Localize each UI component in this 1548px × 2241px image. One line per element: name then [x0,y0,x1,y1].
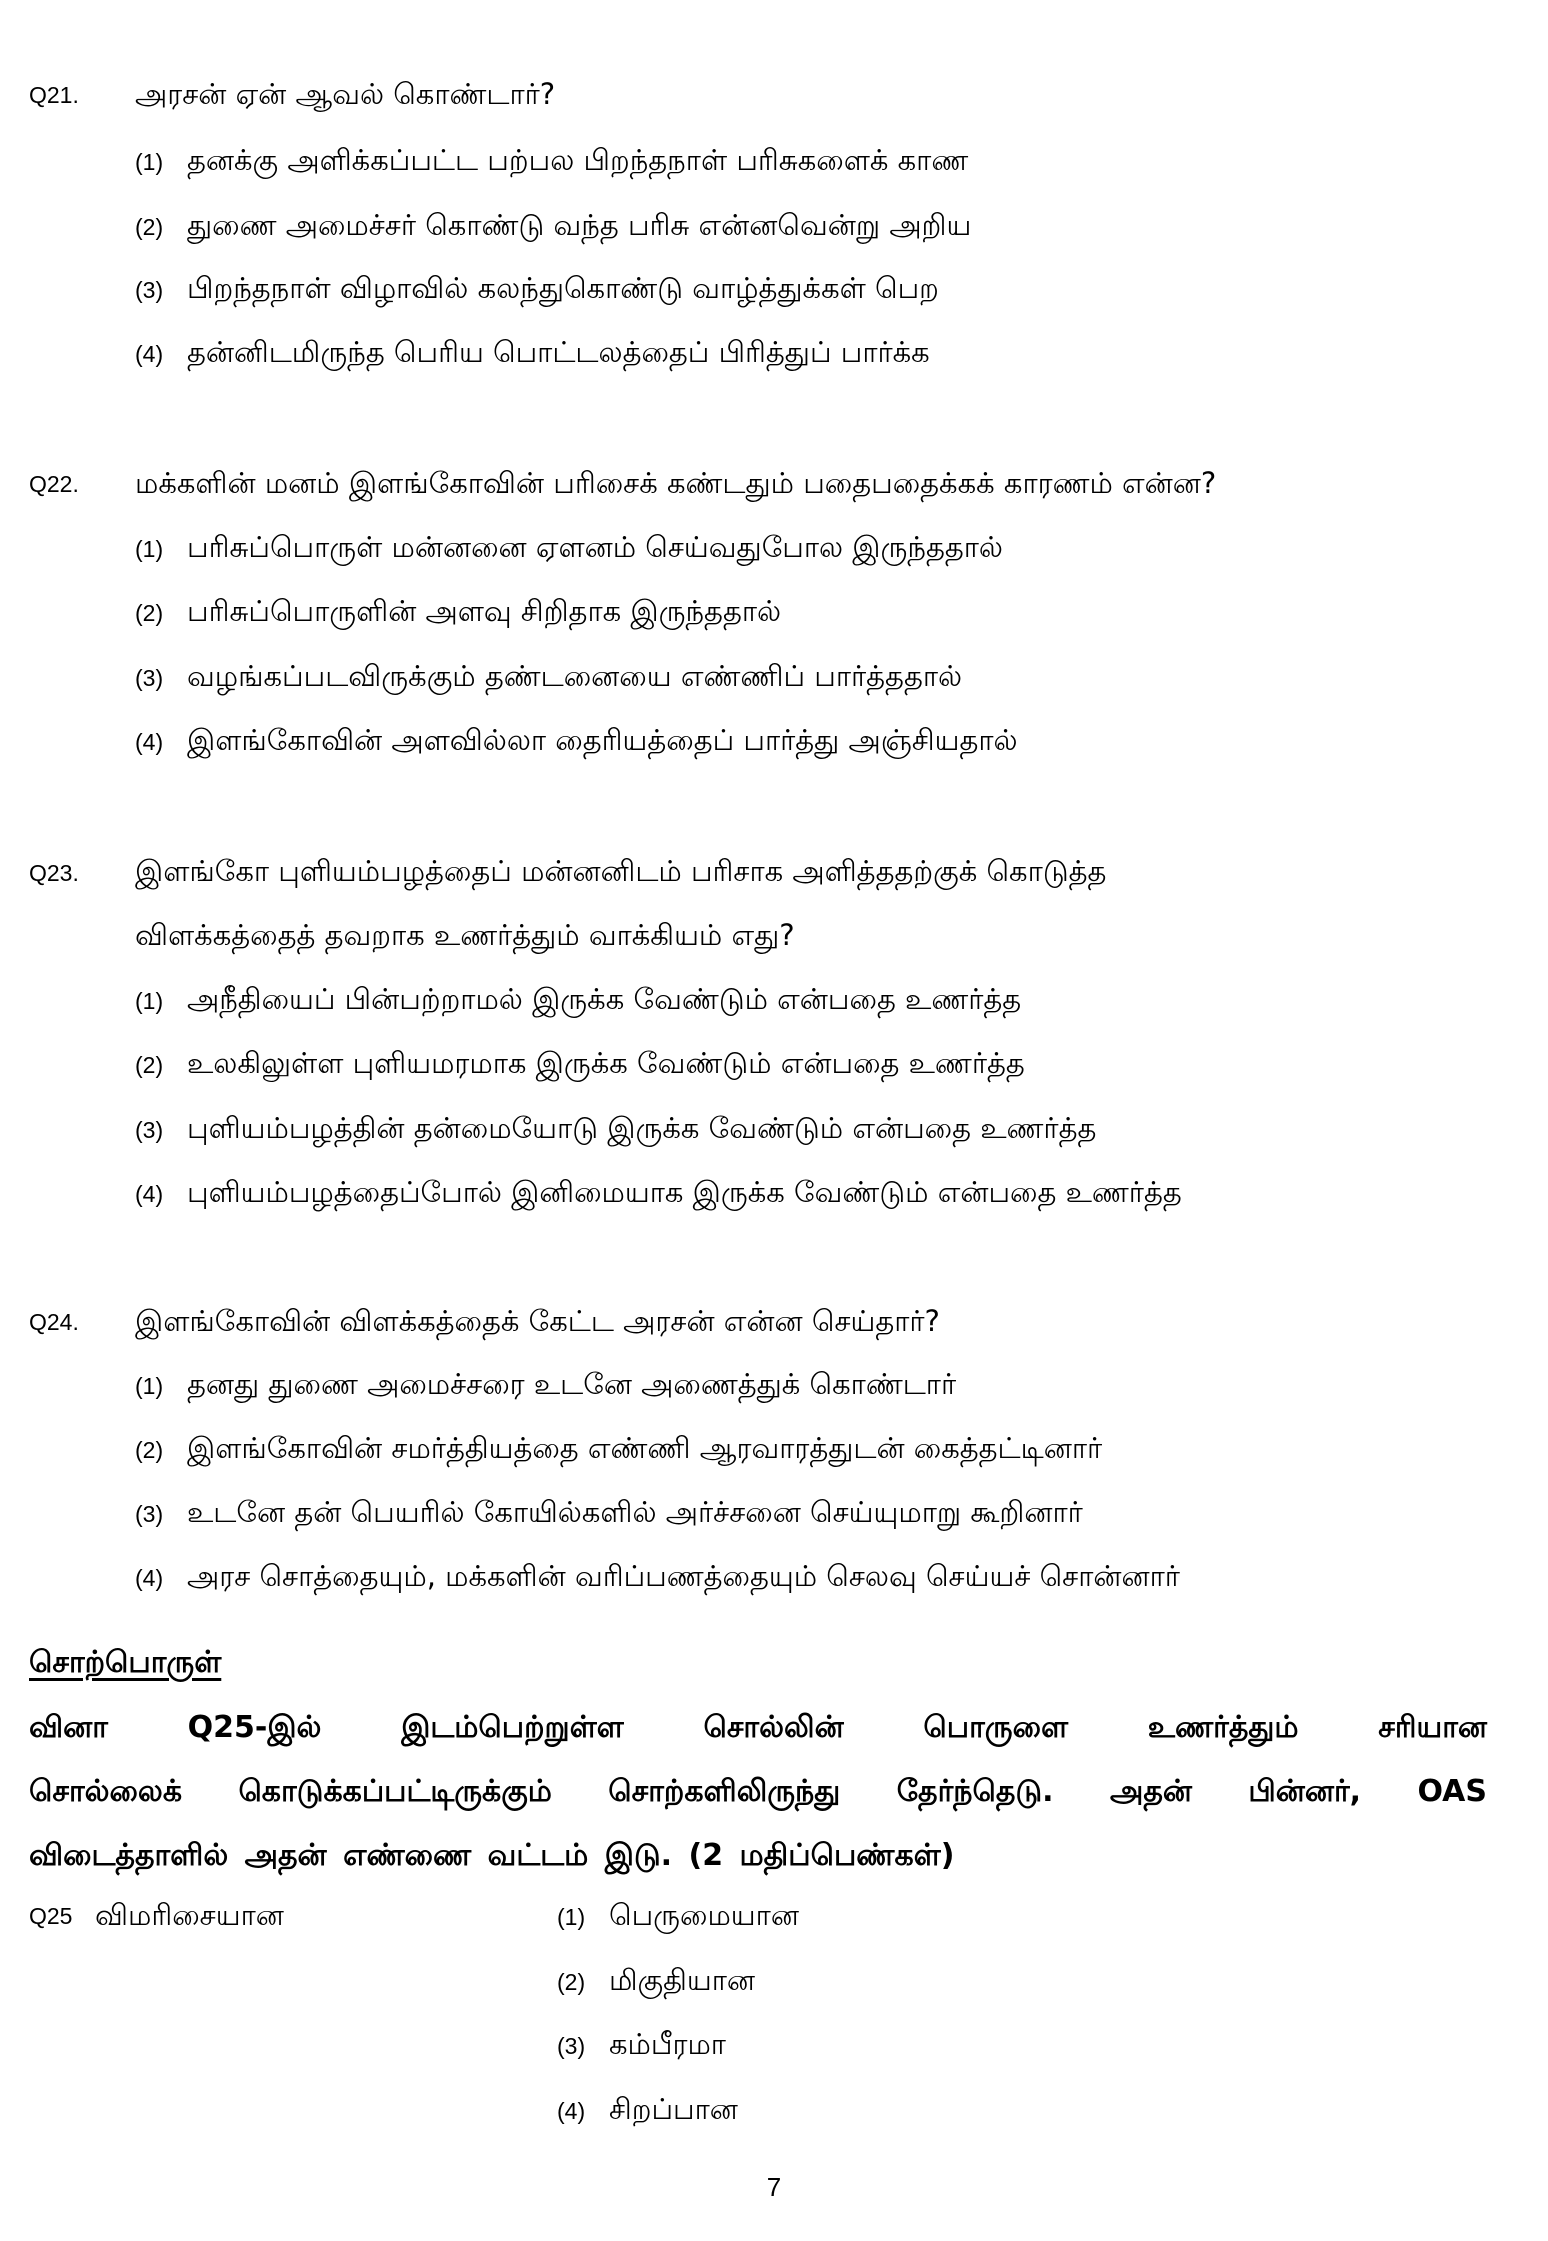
instruction-line: விடைத்தாளில் அதன் எண்ணை வட்டம் இடு. (2 மதிப்பெண்கள்) [29,1838,955,1873]
option-text: உடனே தன் பெயரில் கோயில்களில் அர்ச்சனை செய்யுமாறு கூறினார் [187,1495,1083,1529]
question-text-q21 [135,62,1488,126]
option-number: (4) [135,1181,164,1207]
option-number: (2) [135,214,164,240]
question-line: மக்களின் மனம் இளங்கோவின் பரிசைக் கண்டதும் பதைபதைக்கக் காரணம் என்ன? [135,466,1217,500]
option-text: அநீதியைப் பின்பற்றாமல் இருக்க வேண்டும் என்பதை உணர்த்த [187,982,1022,1016]
question-line: விளக்கத்தைத் தவறாக உணர்த்தும் வாக்கியம் எது? [135,918,795,952]
option-q22-3 [135,656,962,698]
question-number-q24: Q24. [29,1309,79,1335]
option-number: (1) [557,1904,586,1930]
option-q23-3 [135,1108,1096,1150]
option-q22-2 [135,591,781,633]
option-q25-2 [557,1960,755,2002]
option-q25-3 [557,2024,726,2066]
option-number: (3) [135,277,164,303]
option-number: (1) [135,988,164,1014]
option-number: (4) [135,1565,164,1591]
instruction-line: வினா Q25-இல் இடம்பெற்றுள்ள சொல்லின் பொருளை உணர்த்தும் சரியான [29,1710,1487,1745]
option-q25-4 [557,2089,738,2131]
question-line: இளங்கோவின் விளக்கத்தைக் கேட்ட அரசன் என்ன செய்தார்? [135,1304,940,1338]
option-number: (2) [135,1437,164,1463]
page-number: 7 [766,2172,782,2202]
option-number: (1) [135,536,164,562]
option-q22-4 [135,720,1018,762]
option-text: வழங்கப்படவிருக்கும் தண்டனையை எண்ணிப் பார்த்ததால் [187,659,963,693]
option-q21-1 [135,140,968,182]
option-q25-1 [557,1895,799,1937]
option-number: (2) [557,1969,586,1995]
option-text: சிறப்பான [609,2092,738,2126]
option-text: தனது துணை அமைச்சரை உடனே அணைத்துக் கொண்டார் [187,1367,957,1401]
section-instruction [29,1696,1487,1888]
question-line: இளங்கோ புளியம்பழத்தைப் மன்னனிடம் பரிசாக அளித்ததற்குக் கொடுத்த [135,854,1107,888]
option-q23-1 [135,979,1021,1021]
question-word-q25: விமரிசையான [95,1898,284,1932]
option-text: பரிசுப்பொருளின் அளவு சிறிதாக இருந்ததால் [187,594,782,628]
option-text: தனக்கு அளிக்கப்பட்ட பற்பல பிறந்தநாள் பரிசுகளைக் காண [187,143,969,177]
option-text: தன்னிடமிருந்த பெரிய பொட்டலத்தைப் பிரித்துப் பார்க்க [187,335,930,369]
section-title: சொற்பொருள் [29,1645,222,1680]
option-text: அரச சொத்தையும், மக்களின் வரிப்பணத்தையும் செலவு செய்யச் சொன்னார் [187,1559,1180,1593]
option-number: (3) [135,665,164,691]
option-q24-2 [135,1428,1102,1470]
option-q21-4 [135,332,930,374]
question-number-q22: Q22. [29,471,79,497]
option-q24-1 [135,1364,956,1406]
option-text: இளங்கோவின் அளவில்லா தைரியத்தைப் பார்த்து அஞ்சியதால் [187,723,1018,757]
option-text: கம்பீரமா [609,2027,726,2061]
option-text: பெருமையான [609,1898,799,1932]
option-number: (4) [135,341,164,367]
question-number-q23: Q23. [29,860,79,886]
option-q21-3 [135,268,939,310]
instruction-line: சொல்லைக் கொடுக்கப்பட்டிருக்கும் சொற்களிலிருந்து தேர்ந்தெடு. அதன் பின்னர், OAS [29,1774,1487,1809]
option-q23-2 [135,1043,1025,1085]
option-text: உலகிலுள்ள புளியமரமாக இருக்க வேண்டும் என்பதை உணர்த்த [187,1046,1025,1080]
option-q24-4 [135,1556,1180,1598]
option-number: (1) [135,149,164,175]
question-text-q22 [135,451,1488,515]
option-text: துணை அமைச்சர் கொண்டு வந்த பரிசு என்னவென்று அறிய [187,208,972,242]
question-number-q21: Q21. [29,82,79,108]
option-q24-3 [135,1492,1083,1534]
option-number: (4) [557,2098,586,2124]
option-text: மிகுதியான [609,1963,756,1997]
option-q22-1 [135,527,1003,569]
option-number: (3) [135,1501,164,1527]
question-number-q25: Q25 [29,1903,73,1929]
option-number: (4) [135,729,164,755]
option-number: (2) [135,1052,164,1078]
option-text: புளியம்பழத்தின் தன்மையோடு இருக்க வேண்டும் என்பதை உணர்த்த [187,1111,1097,1145]
option-number: (3) [557,2033,586,2059]
option-text: புளியம்பழத்தைப்போல் இனிமையாக இருக்க வேண்டும் என்பதை உணர்த்த [187,1175,1182,1209]
option-number: (1) [135,1373,164,1399]
option-number: (2) [135,600,164,626]
option-text: பிறந்தநாள் விழாவில் கலந்துகொண்டு வாழ்த்துக்கள் பெற [187,271,939,305]
option-q21-2 [135,205,971,247]
option-text: இளங்கோவின் சமர்த்தியத்தை எண்ணி ஆரவாரத்துடன் கைத்தட்டினார் [187,1431,1103,1465]
question-line: அரசன் ஏன் ஆவல் கொண்டார்? [135,77,556,111]
option-number: (3) [135,1117,164,1143]
option-q23-4 [135,1172,1182,1214]
option-text: பரிசுப்பொருள் மன்னனை ஏளனம் செய்வதுபோல இருந்ததால் [187,530,1003,564]
question-text-q23 [135,839,1488,967]
question-text-q24 [135,1289,1488,1353]
